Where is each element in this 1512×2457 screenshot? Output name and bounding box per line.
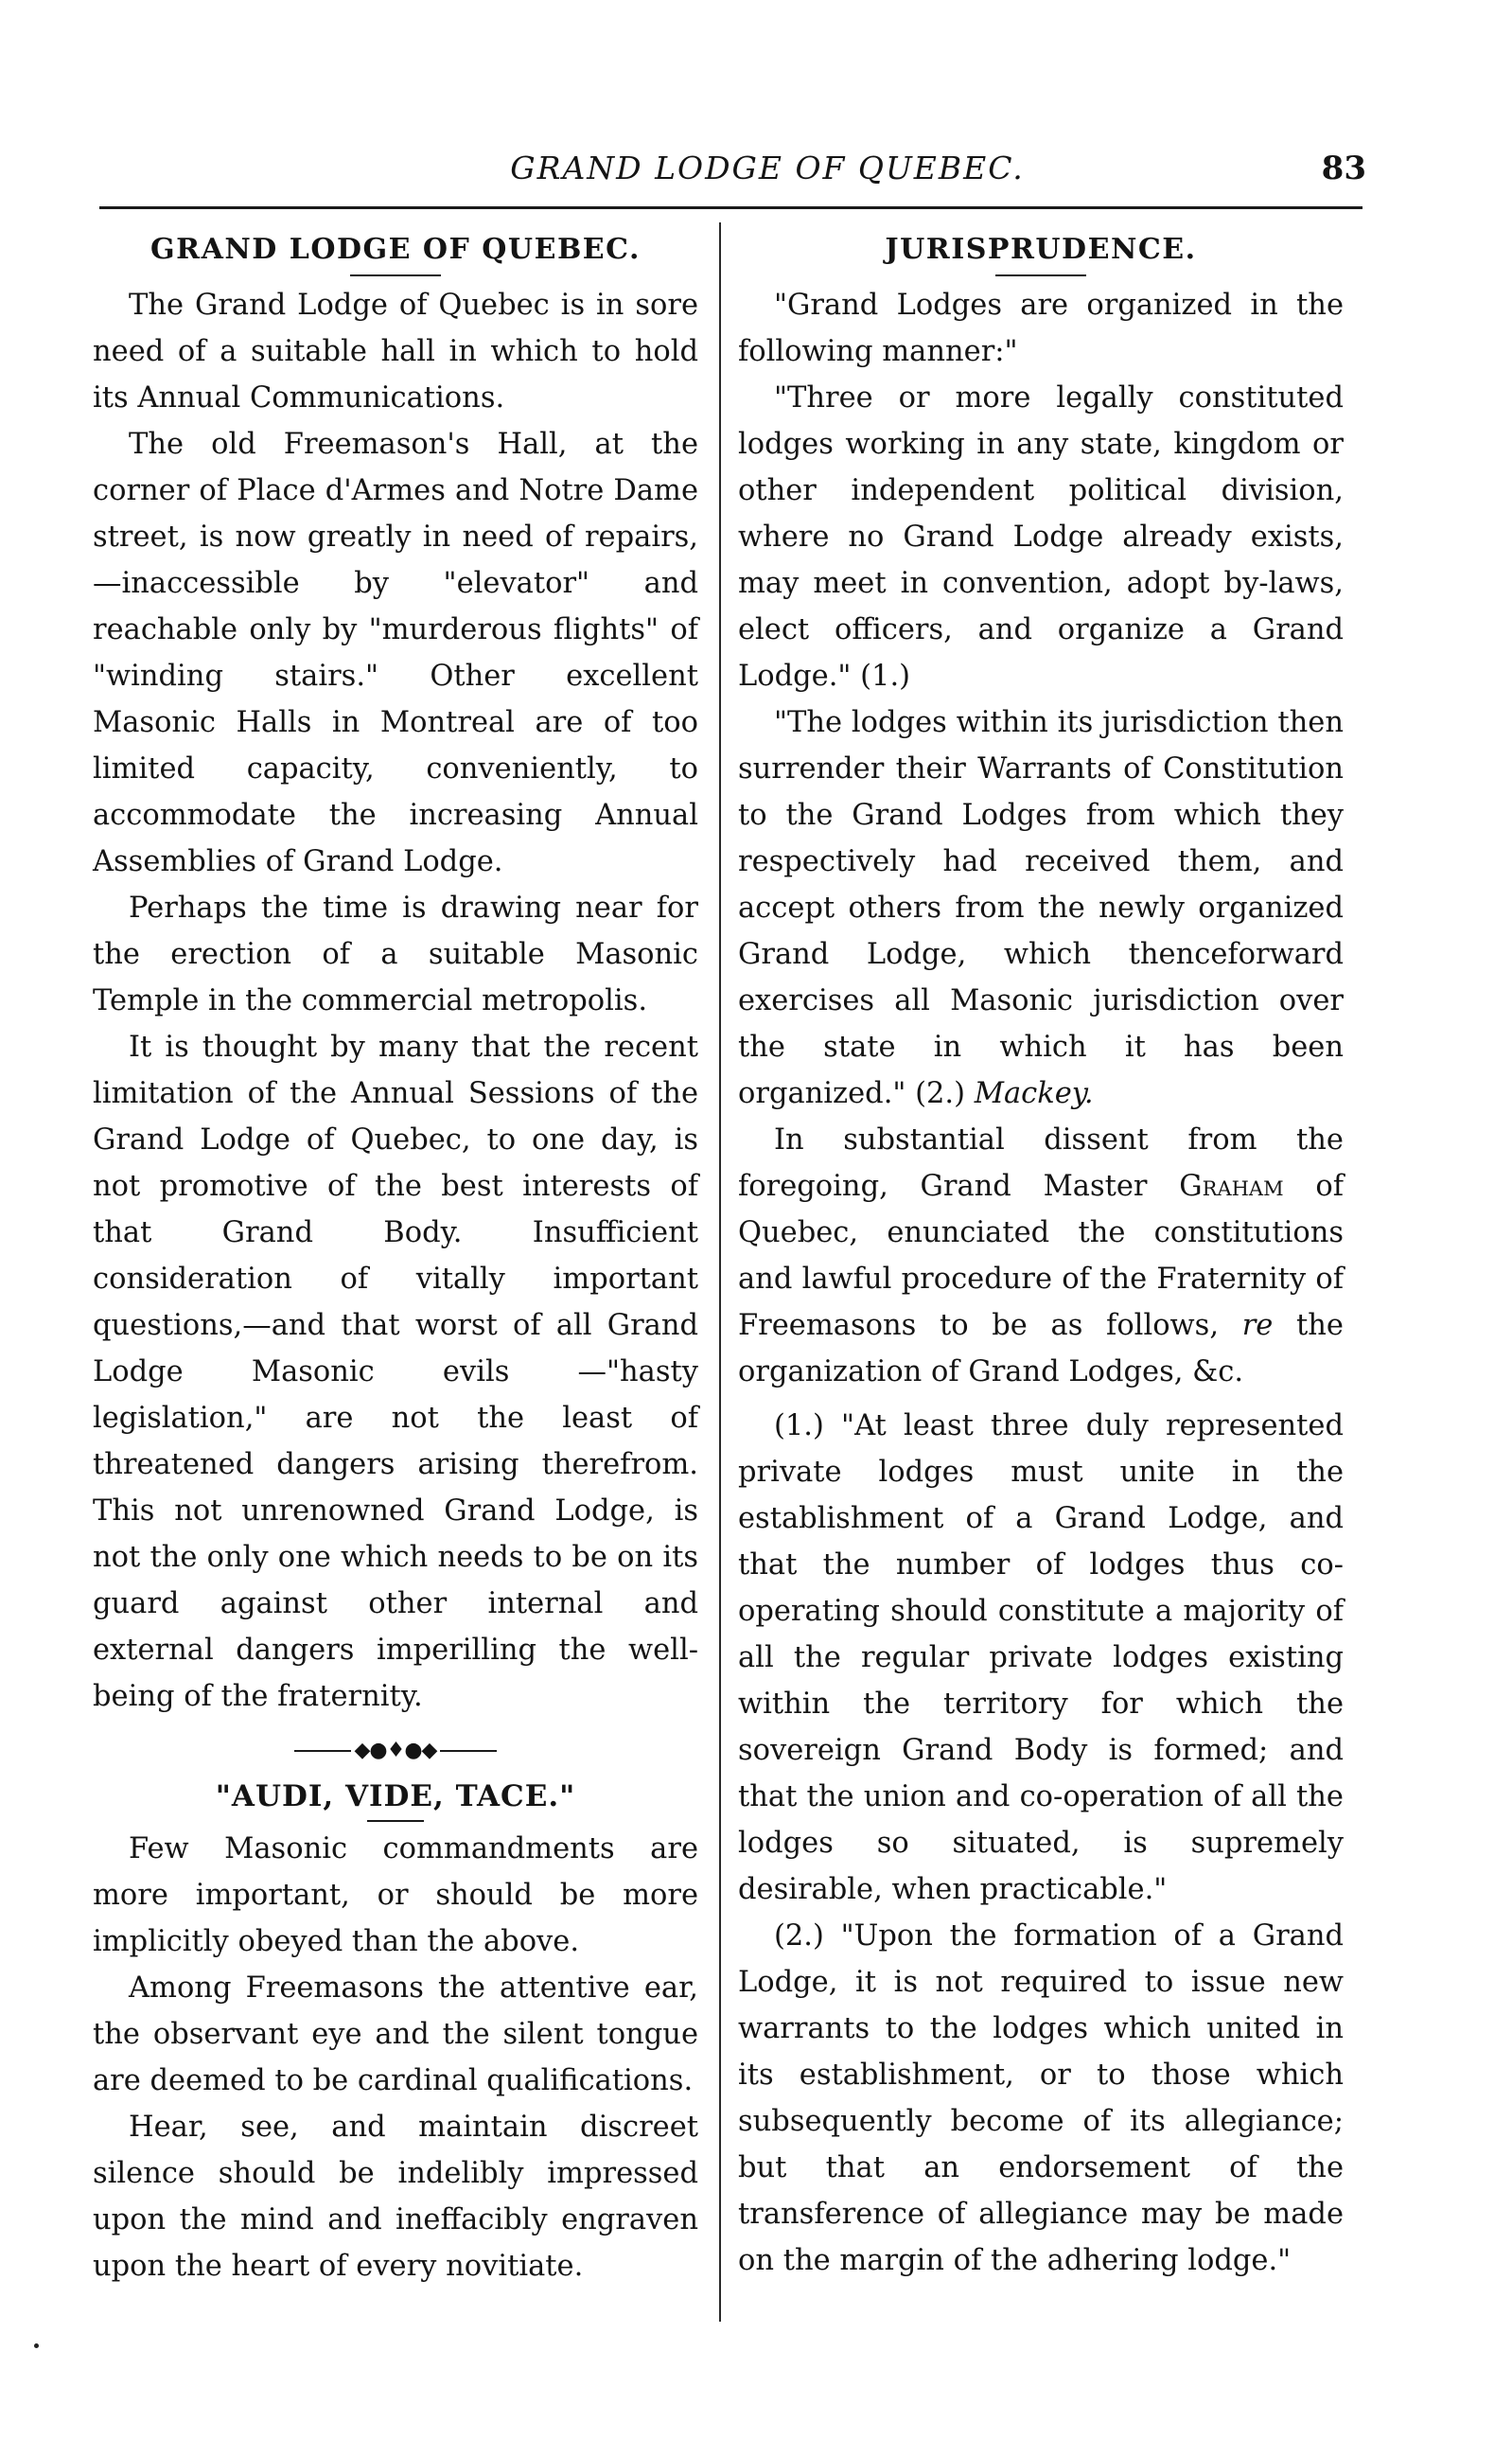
quoted-text: "The lodges within its jurisdiction then surrender their Warrants of Constitution to the Grand Lodges from which they respectively had received them, and accept others from the newly organized Grand Lodge, which thenceforward exercises all Masonic jurisdiction over the state in which it has been organized." (2.) <box>738 706 1344 1110</box>
ornament-flourish: ◆●♦●◆ <box>354 1739 437 1762</box>
ornament-line <box>294 1750 351 1752</box>
left-section-heading: GRAND LODGE OF QUEBEC. <box>150 233 641 266</box>
running-header <box>168 150 1366 197</box>
heading-rule <box>995 274 1086 276</box>
re-abbreviation: re <box>1241 1309 1274 1342</box>
print-speck <box>34 2343 39 2348</box>
motto-rule <box>367 1820 424 1822</box>
right-paragraph: "Three or more legally constituted lodges working in any state, kingdom or other independent political division, where no Grand Lodge already exists, may meet in convention, adopt by-laws, elect officers, and organize a Grand Lodge." (1.) <box>738 381 1344 693</box>
ornament-line <box>440 1750 497 1752</box>
right-section-heading: JURISPRUDENCE. <box>885 233 1197 266</box>
left-paragraph: Hear, see, and maintain discreet silence should be indelibly impressed upon the mind and ineffacibly engraven upon the heart of every novitiate. <box>93 2111 698 2283</box>
right-paragraph <box>738 1117 1344 1395</box>
running-title: GRAND LODGE OF QUEBEC. <box>510 150 1025 186</box>
header-rule <box>99 206 1363 209</box>
right-paragraph: (1.) "At least three duly represented private lodges must unite in the establishment of a Grand Lodge, and that the number of lodges thus co-operating should constitute a majority of all the regular private lodges existing within the territory for which the sovereign Grand Body is formed; and that the union and co-operation of all the lodges so situated, is supremely desirable, when practicable." <box>738 1409 1344 1906</box>
left-paragraph: The old Freemason's Hall, at the corner of Place d'Armes and Notre Dame street, is now greatly in need of repairs,—inaccessible by "elevator" and reachable only by "murderous flights" of "winding stairs." Other excellent Masonic Halls in Montreal are of too limited capacity, conveniently, to accommodate the increasing Annual Assemblies of Grand Lodge. <box>93 428 698 878</box>
right-paragraph <box>738 699 1344 1117</box>
left-paragraph: Among Freemasons the attentive ear, the observant eye and the silent tongue are deemed to be cardinal qualifications. <box>93 1971 698 2097</box>
left-paragraph: The Grand Lodge of Quebec is in sore need of a suitable hall in which to hold its Annual Communications. <box>93 289 698 415</box>
grand-master-name: Graham <box>1179 1170 1284 1203</box>
citation-source: Mackey. <box>974 1077 1094 1110</box>
right-paragraph: (2.) "Upon the formation of a Grand Lodge, it is not required to issue new warrants to the lodges which united in its establishment, or to those which subsequently become of its allegiance; but that an endorsement of the transference of allegiance may be made on the margin of the adhering lodge." <box>738 1919 1344 2277</box>
left-paragraph: Few Masonic commandments are more important, or should be more implicitly obeyed than the above. <box>93 1832 698 1958</box>
left-column <box>93 229 698 2289</box>
text-run: of Quebec, enunciated the constitutions and lawful procedure of the Fraternity of Freemasons to be as follows, <box>738 1170 1344 1342</box>
paragraph-gap <box>738 1395 1344 1403</box>
text-run: the organization of Grand Lodges, &c. <box>738 1309 1344 1388</box>
right-paragraph: "Grand Lodges are organized in the following manner:" <box>738 289 1344 368</box>
right-column <box>738 229 1344 2284</box>
heading-rule <box>350 274 441 276</box>
left-paragraph: Perhaps the time is drawing near for the erection of a suitable Masonic Temple in the commercial metropolis. <box>93 892 698 1017</box>
column-divider <box>719 222 721 2322</box>
motto-heading: "AUDI, VIDE, TACE." <box>215 1779 576 1813</box>
page-number: 83 <box>1321 150 1366 187</box>
left-paragraph: It is thought by many that the recent limitation of the Annual Sessions of the Grand Lodge of Quebec, to one day, is not promotive of the best interests of that Grand Body. Insufficient consideration of vitally important questions,—and that worst of all Grand Lodge Masonic evils —"hasty legislation," are not the least of threatened dangers arising therefrom. This not unrenowned Grand Lodge, is not the only one which needs to be on its guard against other internal and external dangers imperilling the well-being of the fraternity. <box>93 1031 698 1713</box>
section-ornament <box>93 1737 698 1765</box>
text-run: In substantial dissent from the foregoing, Grand Master <box>738 1123 1344 1203</box>
